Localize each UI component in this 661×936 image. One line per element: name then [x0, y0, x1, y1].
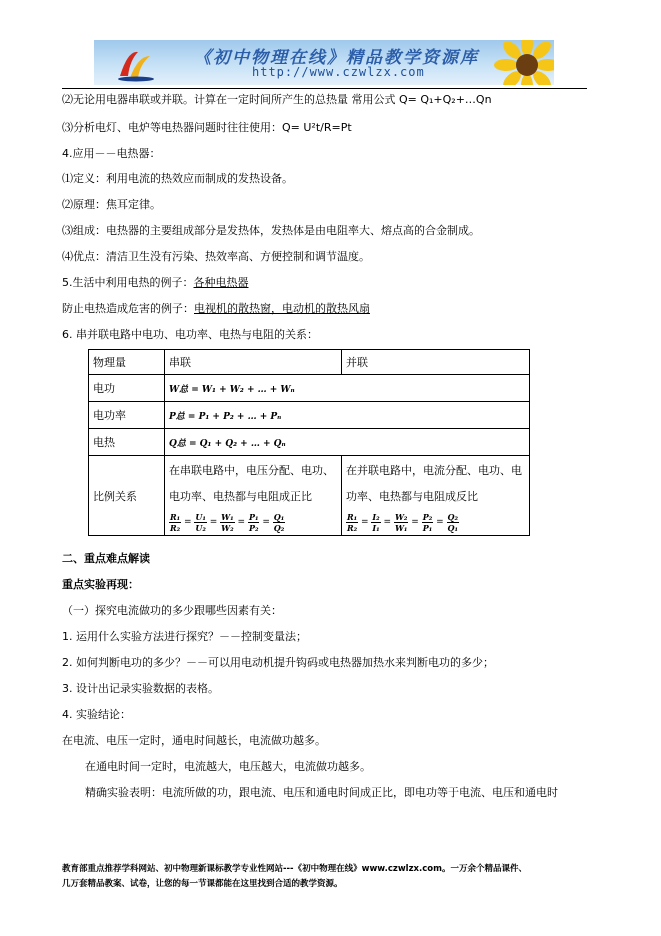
text-prefix: 防止电热造成危害的例子：	[62, 302, 194, 315]
row-label-ratio: 比例关系	[89, 456, 165, 536]
fraction-denominator: I₁	[372, 523, 380, 533]
underlined-answer: 各种电热器	[193, 276, 249, 289]
text-line: 6. 串并联电路中电功、电功率、电热与电阻的关系：	[62, 328, 318, 341]
fraction-denominator: P₂	[248, 523, 259, 533]
fraction-numerator: P₁	[248, 512, 259, 522]
equals-sign: =	[380, 517, 394, 528]
text-line: ⑷优点：清洁卫生没有污染、热效率高、方便控制和调节温度。	[62, 250, 370, 263]
table-header-quantity: 物理量	[89, 350, 165, 375]
text-line: （一）探究电流做功的多少跟哪些因素有关：	[62, 604, 282, 617]
parallel-ratio-formula	[346, 512, 525, 533]
equals-sign: =	[408, 517, 422, 528]
ratio-fraction	[394, 512, 409, 533]
parallel-ratio-text: 在并联电路中，电流分配、电功、电功率、电热都与电阻成反比	[346, 464, 522, 503]
text-line: 精确实验表明：电流所做的功，跟电流、电压和通电时间成正比，即电功等于电流、电压和通电时	[85, 786, 558, 799]
sunflower-icon	[492, 40, 554, 85]
text-line: 在电流、电压一定时，通电时间越长，电流做功越多。	[62, 734, 326, 747]
text-line: 4. 实验结论：	[62, 708, 131, 721]
ratio-fraction	[273, 512, 285, 533]
formula-heat: Q总 = Q₁ + Q₂ + … + Qₙ	[165, 429, 530, 456]
row-label-work: 电功	[89, 375, 165, 402]
header-divider	[62, 88, 587, 89]
text-line: 3. 设计出记录实验数据的表格。	[62, 682, 219, 695]
ratio-fraction	[447, 512, 459, 533]
text-line: 1. 运用什么实验方法进行探究？－－控制变量法；	[62, 630, 307, 643]
fraction-denominator: P₁	[422, 523, 433, 533]
banner-title: 《初中物理在线》精品教学资源库	[194, 48, 479, 68]
fraction-numerator: Q₁	[273, 512, 285, 522]
table-header-series: 串联	[165, 350, 342, 375]
fraction-denominator: R₂	[170, 523, 181, 533]
footer-line: 教育部重点推荐学科网站、初中物理新课标教学专业性网站---《初中物理在线》www.czwlzx.com。一万余个精品课件、	[62, 864, 527, 874]
fraction-numerator: I₂	[372, 512, 380, 522]
text-line	[62, 276, 249, 290]
fraction-numerator: R₁	[170, 512, 181, 522]
section-heading: 4.应用－－电热器：	[62, 147, 161, 160]
text-line: 在通电时间一定时，电流越大，电压越大，电流做功越多。	[85, 760, 371, 773]
page-footer	[62, 862, 527, 892]
fraction-numerator: W₁	[221, 512, 234, 522]
banner-url[interactable]: http://www.czwlzx.com	[252, 65, 425, 79]
text-line: 2. 如何判断电功的多少？－－可以用电动机提升钩码或电热器加热水来判断电功的多少；	[62, 656, 494, 669]
series-ratio-cell	[165, 456, 342, 536]
text-line: ⑵原理：焦耳定律。	[62, 198, 161, 211]
parallel-ratio-cell	[342, 456, 530, 536]
section-heading: 二、重点难点解读	[62, 552, 150, 565]
ratio-fraction	[194, 512, 206, 533]
text-line: ⑴定义：利用电流的热效应而制成的发热设备。	[62, 172, 293, 185]
ratio-fraction	[220, 512, 235, 533]
row-label-heat: 电热	[89, 429, 165, 456]
site-logo-icon	[116, 46, 156, 82]
fraction-denominator: Q₂	[273, 523, 285, 533]
subsection-heading: 重点实验再现：	[62, 578, 139, 591]
fraction-numerator: W₂	[394, 512, 408, 522]
fraction-denominator: W₂	[221, 523, 234, 533]
fraction-numerator: R₁	[347, 512, 358, 522]
equals-sign: =	[234, 517, 248, 528]
table-header-parallel: 并联	[342, 350, 530, 375]
fraction-numerator: P₂	[422, 512, 433, 522]
fraction-denominator: R₂	[347, 523, 358, 533]
fraction-numerator: Q₂	[447, 512, 458, 522]
ratio-fraction	[248, 512, 260, 533]
ratio-fraction	[422, 512, 434, 533]
fraction-denominator: Q₁	[447, 523, 458, 533]
header-banner	[94, 40, 554, 85]
series-ratio-text: 在串联电路中，电压分配、电功、电功率、电热都与电阻成正比	[169, 464, 334, 503]
row-label-power: 电功率	[89, 402, 165, 429]
formula-work: W总 = W₁ + W₂ + … + Wₙ	[165, 375, 530, 402]
equals-sign: =	[433, 517, 447, 528]
formula-power: P总 = P₁ + P₂ + … + Pₙ	[165, 402, 530, 429]
fraction-denominator: U₂	[195, 523, 206, 533]
equals-sign: =	[206, 517, 221, 528]
fraction-denominator: W₁	[394, 523, 408, 533]
ratio-fraction	[169, 512, 181, 533]
text-line	[62, 302, 370, 316]
text-line: ⑶组成：电热器的主要组成部分是发热体，发热体是由电阻率大、熔点高的合金制成。	[62, 224, 480, 237]
text-line: ⑶分析电灯、电炉等电热器问题时往往使用：Q= U²t/R=Pt	[62, 121, 352, 134]
footer-line: 几万套精品教案、试卷，让您的每一节课都能在这里找到合适的教学资源。	[62, 879, 343, 889]
underlined-answer: 电视机的散热窗，电动机的散热风扇	[194, 302, 370, 315]
equals-sign: =	[358, 517, 372, 528]
text-line: ⑵无论用电器串联或并联。计算在一定时间所产生的总热量 常用公式 Q= Q₁+Q₂+…Qn	[62, 93, 492, 106]
series-ratio-formula	[169, 512, 337, 533]
equals-sign: =	[259, 517, 273, 528]
fraction-numerator: U₁	[195, 512, 206, 522]
equals-sign: =	[181, 517, 195, 528]
text-prefix: 5.生活中利用电热的例子：	[62, 276, 194, 289]
relation-table	[88, 349, 530, 536]
ratio-fraction	[371, 512, 380, 533]
ratio-fraction	[346, 512, 358, 533]
